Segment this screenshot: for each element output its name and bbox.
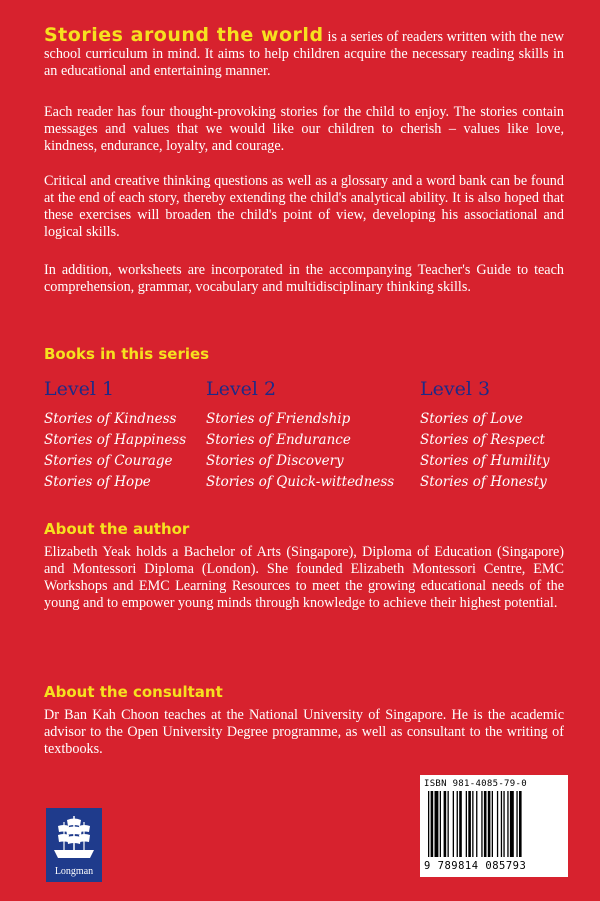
paragraph-worksheets: In addition, worksheets are incorporated in the accompanying Teacher's Guide to teach comprehension, grammar, vocabulary and multidisciplinary thinking skills. [44,262,564,295]
books-heading: Books in this series [44,345,210,363]
book-title: Stories of Friendship [206,411,351,427]
barcode-bar [497,791,498,857]
book-title: Stories of Hope [44,474,151,490]
barcode-digits: 9 789814 085793 [424,860,527,872]
barcode-icon [428,791,560,859]
barcode-bar [440,791,441,857]
barcode-bar [457,791,458,857]
book-title: Stories of Quick-wittedness [206,474,395,490]
ship-icon [46,808,102,864]
barcode-bar [448,791,449,857]
author-heading: About the author [44,520,190,538]
book-title: Stories of Love [420,411,523,427]
book-title: Stories of Discovery [206,453,344,469]
publisher-name: Longman [54,866,94,877]
barcode-bar [453,791,454,857]
barcode-bar [468,791,471,857]
paragraph-stories: Each reader has four thought-provoking stories for the child to enjoy. The stories contain messages and values that we would like our children to cherish – values like love, kindness, endurance, loyalty, and courage. [44,104,564,154]
barcode-bar [492,791,493,857]
book-title: Stories of Happiness [44,432,187,448]
level-3-title: Level 3 [420,378,491,400]
barcode-bar [459,791,462,857]
isbn-number: ISBN 981-4085-79-0 [424,779,527,789]
barcode-bar [444,791,447,857]
intro-paragraph [44,24,564,80]
level-1-column [44,378,186,493]
level-2-column [206,378,394,493]
intro-text: is a series of readers written with the new school curriculum in mind. It aims to help children acquire the necessary reading skills in an educational and entertaining manner. [44,29,564,79]
isbn-barcode [420,775,568,877]
book-title: Stories of Respect [420,432,545,448]
book-title: Stories of Honesty [420,474,547,490]
longman-logo [46,808,102,882]
barcode-bar [519,791,522,857]
barcode-bar [476,791,477,857]
book-title: Stories of Kindness [44,411,177,427]
barcode-bar [428,791,429,857]
level-2-title: Level 2 [206,378,277,400]
barcode-bar [435,791,439,857]
barcode-bar [484,791,487,857]
barcode-bar [507,791,508,857]
paragraph-thinking: Critical and creative thinking questions as well as a glossary and a word bank can be found at the end of each story, thereby extending the child's analytical ability. It is also hoped that these exercises will broaden the child's point of view, developing his associational and logical skills. [44,173,564,240]
barcode-bar [501,791,502,857]
book-title: Stories of Endurance [206,432,351,448]
consultant-bio: Dr Ban Kah Choon teaches at the National University of Singapore. He is the academic advisor to the Open University Degree programme, as well as consultant to the writing of textbooks. [44,707,564,757]
level-3-column [420,378,549,493]
barcode-bar [481,791,482,857]
author-bio: Elizabeth Yeak holds a Bachelor of Arts (Singapore), Diploma of Education (Singapore) and Montessori Diploma (London). She founded Elizabeth Montessori Centre, EMC Workshops and EMC Learning Resources to meet the growing educational needs of the young and to empower young minds through knowledge to achieve their highest potential. [44,544,564,611]
series-name: Stories around the world [44,24,324,46]
book-title: Stories of Courage [44,453,173,469]
barcode-bar [503,791,504,857]
barcode-bar [472,791,473,857]
barcode-bar [510,791,514,857]
consultant-heading: About the consultant [44,683,223,701]
level-1-title: Level 1 [44,378,115,400]
barcode-bar [488,791,491,857]
barcode-bar [431,791,434,857]
barcode-bar [466,791,467,857]
barcode-bar [516,791,517,857]
book-title: Stories of Humility [420,453,550,469]
